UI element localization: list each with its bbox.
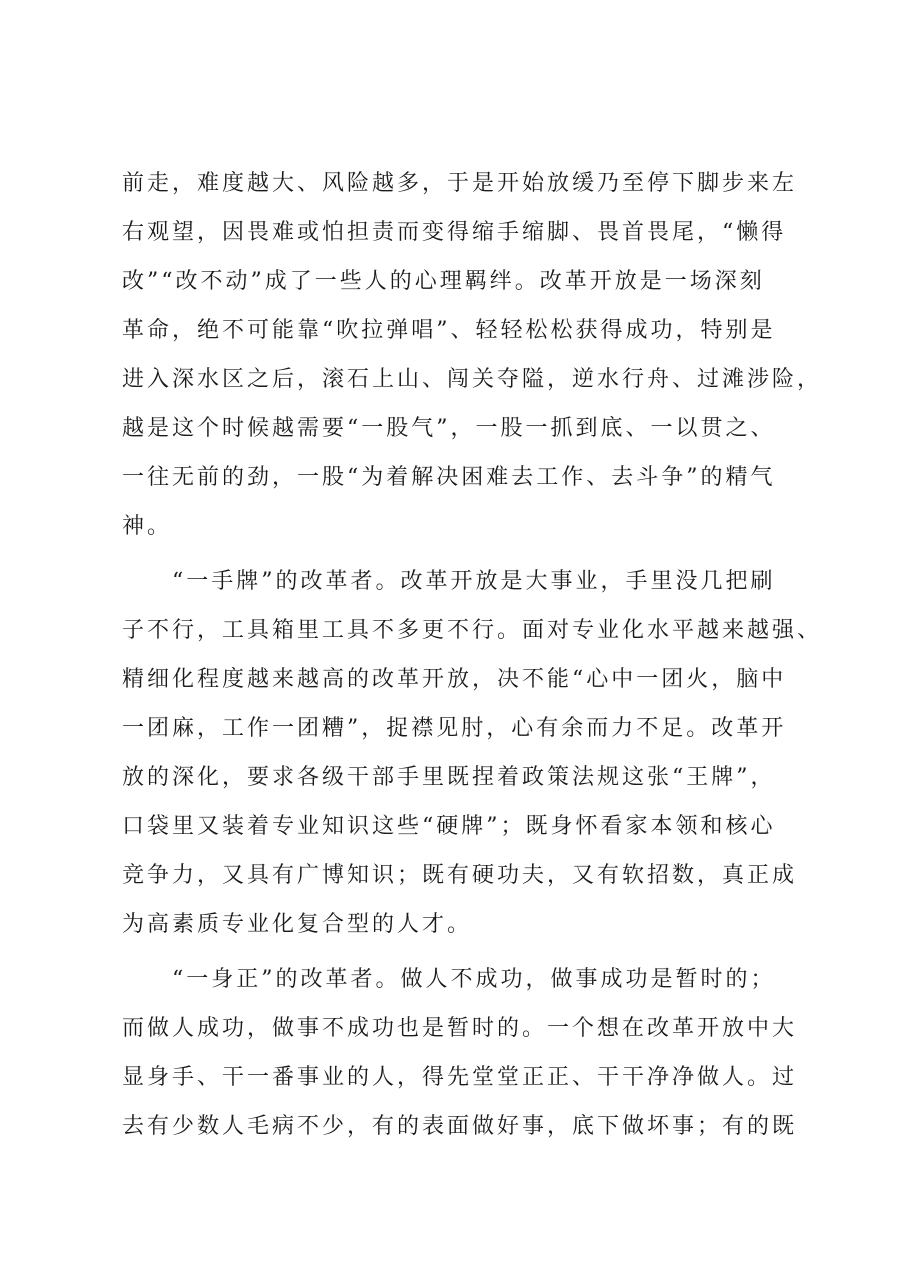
text-line: 进入深水区之后，滚石上山、闯关夺隘，逆水行舟、过滩涉险， <box>122 367 823 392</box>
text-line: 竞争力，又具有广博知识；既有硬功夫，又有软招数，真正成 <box>122 863 798 888</box>
text-line: 去有少数人毛病不少，有的表面做好事，底下做坏事；有的既 <box>122 1114 798 1139</box>
text-line: 神。 <box>122 514 173 539</box>
paragraph <box>122 159 823 551</box>
body-text <box>122 159 823 1151</box>
text-line: 前走，难度越大、风险越多，于是开始放缓乃至停下脚步来左 <box>122 171 798 196</box>
text-line: 革命，绝不可能靠“吹拉弹唱”、轻轻松松获得成功，特别是 <box>122 318 776 343</box>
text-line: 越是这个时候越需要“一股气”，一股一抓到底、一以贯之、 <box>122 416 776 441</box>
text-line: 改”“改不动”成了一些人的心理羁绊。改革开放是一场深刻 <box>122 269 765 294</box>
text-line: 为高素质专业化复合型的人才。 <box>122 912 473 937</box>
text-line: 而做人成功，做事不成功也是暂时的。一个想在改革开放中大 <box>122 1016 798 1041</box>
text-line: 一团麻，工作一团糟”，捉襟见肘，心有余而力不足。改革开 <box>122 716 787 741</box>
text-line: “一手牌”的改革者。改革开放是大事业，手里没几把刷 <box>122 569 776 594</box>
text-line: 放的深化，要求各级干部手里既捏着政策法规这张“王牌”， <box>122 765 776 790</box>
text-line: “一身正”的改革者。做人不成功，做事成功是暂时的； <box>122 967 776 992</box>
text-line: 精细化程度越来越高的改革开放，决不能“心中一团火，脑中 <box>122 667 787 692</box>
text-line: 一往无前的劲，一股“为着解决困难去工作、去斗争”的精气 <box>122 465 776 490</box>
paragraph <box>122 955 802 1151</box>
text-line: 口袋里又装着专业知识这些“硬牌”；既身怀看家本领和核心 <box>122 814 776 839</box>
text-line: 子不行，工具箱里工具不多更不行。面对专业化水平越来越强、 <box>122 618 823 643</box>
text-line: 右观望，因畏难或怕担责而变得缩手缩脚、畏首畏尾，“懒得 <box>122 220 787 245</box>
text-line: 显身手、干一番事业的人，得先堂堂正正、干干净净做人。过 <box>122 1065 798 1090</box>
paragraph <box>122 557 823 949</box>
